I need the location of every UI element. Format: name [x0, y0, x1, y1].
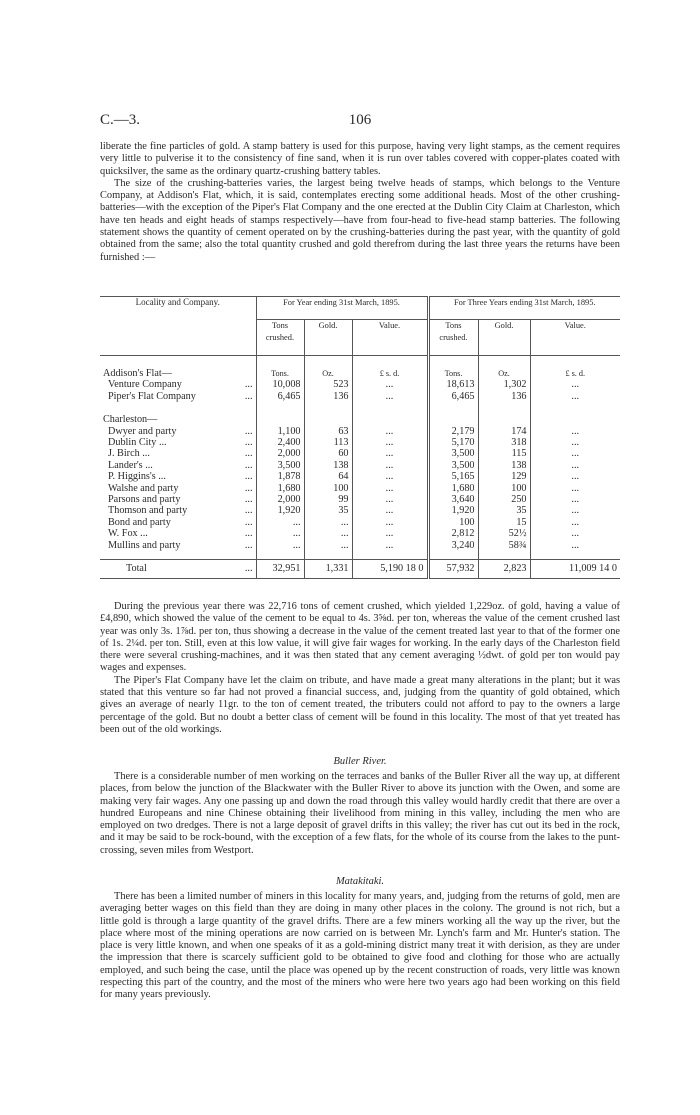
spacer-row — [100, 356, 620, 369]
gold-three: 15 — [478, 517, 530, 528]
page-header — [100, 112, 620, 130]
leader-dots: ... — [244, 437, 253, 449]
value-year: ... — [352, 448, 428, 459]
matakitaki-text — [100, 891, 620, 1002]
value-year: ... — [352, 483, 428, 494]
gold-year: ... — [304, 528, 352, 539]
tons-year: 10,008 — [256, 379, 304, 390]
value-year: ... — [352, 505, 428, 516]
leader-dots: ... — [244, 482, 253, 494]
tons-year: 2,000 — [256, 448, 304, 459]
gold-three: 174 — [478, 426, 530, 437]
gold-header: Gold. — [304, 320, 352, 356]
value-three: ... — [530, 448, 620, 459]
tons-year: 6,465 — [256, 391, 304, 402]
company-name: P. Higgins's ... — [108, 471, 166, 483]
value-year: ... — [352, 528, 428, 539]
tons-year: 1,100 — [256, 426, 304, 437]
spacer-row — [100, 402, 620, 414]
tons-three: 2,812 — [428, 528, 478, 539]
leader-dots: ... — [244, 459, 253, 471]
tons-three: 3,500 — [428, 460, 478, 471]
company-name: Parsons and party — [108, 494, 181, 506]
gold-year: 60 — [304, 448, 352, 459]
value-three: ... — [530, 494, 620, 505]
gold-three: 136 — [478, 391, 530, 402]
company-name: J. Birch ... — [108, 448, 150, 460]
total-tons-year: 32,951 — [256, 560, 304, 579]
spacer-row — [100, 551, 620, 560]
table-row — [100, 483, 620, 494]
value-three: ... — [530, 379, 620, 390]
page-number: 106 — [348, 112, 372, 128]
unit-label: Tons. — [428, 368, 478, 379]
leader-dots: ... — [244, 528, 253, 540]
table-row — [100, 391, 620, 402]
table-group-header — [100, 297, 620, 320]
leader-dots: ... — [244, 505, 253, 517]
unit-label: £ s. d. — [352, 368, 428, 379]
gold-year: ... — [304, 540, 352, 551]
table-row — [100, 517, 620, 528]
gold-header: Gold. — [478, 320, 530, 356]
value-three: ... — [530, 540, 620, 551]
crushing-returns-table — [100, 296, 620, 579]
value-three: ... — [530, 528, 620, 539]
group-row — [100, 414, 620, 425]
total-value-three: 11,009 14 0 — [530, 560, 620, 579]
leader-dots: ... — [244, 390, 253, 402]
value-three: ... — [530, 471, 620, 482]
tons-three: 1,680 — [428, 483, 478, 494]
table-row — [100, 379, 620, 390]
company-name: Dwyer and party — [108, 425, 177, 437]
table-row — [100, 437, 620, 448]
paragraph: There has been a limited number of miners in this locality for many years, and, judging from the returns of gold, men are averaging better wages on this field than they are doing in many other places in the colony. The ground is not rich, but a little gold is through a large quantity of the gravel drifts. There are a few miners working all the way up the river, but the place where most of the mining operations are now carried on is between Mr. Lynch's farm and Mr. Hunter's station. The place is very little known, and when one speaks of it as a gold-mining district many treat it with derision, as they are under the impression that there is scarcely sufficient gold to be obtained to give food and clothing for those who are actually employed, and such being the case, until the place was opened up by the recent construction of roads, very little was known respecting this part of the country, and the most of the miners who were here two years ago had been working on this field for many years previously. — [100, 891, 620, 1001]
after-table-text — [100, 601, 620, 736]
tons-year: ... — [256, 540, 304, 551]
value-three: ... — [530, 517, 620, 528]
unit-label: Oz. — [478, 368, 530, 379]
table-row — [100, 471, 620, 482]
table-row — [100, 540, 620, 551]
leader-dots: ... — [244, 379, 253, 391]
gold-three: 138 — [478, 460, 530, 471]
leader-dots: ... — [244, 425, 253, 437]
tons-three: 3,500 — [428, 448, 478, 459]
company-name: Lander's ... — [108, 459, 153, 471]
value-three: ... — [530, 505, 620, 516]
paragraph: The Piper's Flat Company have let the claim on tribute, and have made a great many alterations in the plant; but it was stated that this venture so far had not proved a financial success, and, judging from the quantity of gold obtained, which gives an average of nearly 11gr. to the ton of cement treated, the tributers could not afford to pay to the owners a large percentage of the gold. But no doubt a better class of cement will be found in this locality. The most of that yet treated has been out of the old workings. — [100, 674, 620, 735]
gold-three: 1,302 — [478, 379, 530, 390]
unit-label: Tons. — [256, 368, 304, 379]
paragraph: The size of the crushing-batteries varies, the largest being twelve heads of stamps, which belongs to the Venture Company, at Addison's Flat, which, it is said, contemplates erecting some additional heads. Most of the other crushing-batteries—with the exception of the Piper's Flat Company and the one erected at the Dublin City Claim at Charleston, which have ten heads and eight heads of stamps respectively—have from four-head to five-head stamp batteries. The following statement shows the quantity of cement operated on by the crushing-batteries during the past year, with the quantity of gold obtained from the same; also the total quantity crushed and gold therefrom during the last three years the returns have been furnished :— — [100, 177, 620, 263]
section-heading-matakitaki: Matakitaki. — [335, 876, 385, 887]
gold-year: 138 — [304, 460, 352, 471]
value-year: ... — [352, 426, 428, 437]
tons-three: 18,613 — [428, 379, 478, 390]
company-name: Venture Company — [108, 379, 182, 391]
gold-year: 64 — [304, 471, 352, 482]
value-year: ... — [352, 517, 428, 528]
company-name: Mullins and party — [108, 539, 181, 551]
table-row — [100, 426, 620, 437]
leader-dots: ... — [244, 539, 253, 551]
total-tons-three: 57,932 — [428, 560, 478, 579]
unit-label: Oz. — [304, 368, 352, 379]
tons-year: ... — [256, 517, 304, 528]
tons-three: 100 — [428, 517, 478, 528]
value-three: ... — [530, 483, 620, 494]
company-name: Thomson and party — [108, 505, 188, 517]
company-name: Bond and party — [108, 516, 171, 528]
table-row — [100, 448, 620, 459]
group-label: Charleston— — [103, 414, 158, 426]
value-three: ... — [530, 437, 620, 448]
value-header: Value. — [530, 320, 620, 356]
leader-dots: ... — [244, 448, 253, 460]
gold-three: 52½ — [478, 528, 530, 539]
unit-label: £ s. d. — [530, 368, 620, 379]
tons-three: 5,165 — [428, 471, 478, 482]
group-label: Addison's Flat— — [103, 368, 172, 379]
tons-year: ... — [256, 528, 304, 539]
buller-text — [100, 771, 620, 857]
report-code: C.—3. — [100, 112, 141, 128]
value-year: ... — [352, 471, 428, 482]
tons-three: 3,240 — [428, 540, 478, 551]
tons-three: 6,465 — [428, 391, 478, 402]
company-name: W. Fox ... — [108, 528, 148, 540]
tons-year: 2,000 — [256, 494, 304, 505]
company-name: Walshe and party — [108, 482, 179, 494]
gold-year: 35 — [304, 505, 352, 516]
company-name: Dublin City ... — [108, 437, 167, 449]
table-row — [100, 505, 620, 516]
value-year: ... — [352, 391, 428, 402]
value-three: ... — [530, 426, 620, 437]
total-gold-year: 1,331 — [304, 560, 352, 579]
paragraph: There is a considerable number of men working on the terraces and banks of the Buller River all the way up, at different places, from below the junction of the Blackwater with the Buller River to above its junction with the Owen, and some are making very fair wages. Any one passing up and down the road through this valley would hardly credit that there are over a hundred Europeans and nine Chinese obtaining their livelihood from mining in this valley, including the men who are employed on two dredges. There is not a large deposit of gravel drifts in this valley; the river has cut out its bed in the rock, and it may be said to be rock-bound, with the exception of a few flats, for the whole of its course from the lakes to the punt-crossing, seven miles from Westport. — [100, 771, 620, 856]
total-value-year: 5,190 18 0 — [352, 560, 428, 579]
three-years-group-header: For Three Years ending 31st March, 1895. — [428, 297, 620, 320]
gold-year: 100 — [304, 483, 352, 494]
tons-year: 3,500 — [256, 460, 304, 471]
tons-year: 2,400 — [256, 437, 304, 448]
gold-three: 115 — [478, 448, 530, 459]
group-row — [100, 368, 620, 379]
gold-year: 136 — [304, 391, 352, 402]
total-gold-three: 2,823 — [478, 560, 530, 579]
tons-three: 1,920 — [428, 505, 478, 516]
gold-three: 129 — [478, 471, 530, 482]
value-year: ... — [352, 437, 428, 448]
paragraph: During the previous year there was 22,716 tons of cement crushed, which yielded 1,229oz. of gold, having a value of £4,890, which showed the value of the cement to be equal to 4s. 3⅝d. per ton, whereas the value of the cement crushed last year was only 3s. 1⅞d. per ton, thus showing a decrease in the value of the cement treated last year to that of the former one of 1s. 2¼d. per ton. Still, even at this low value, it will give fair wages for working. In the early days of the Charleston field there were several crushing-machines, and it was then stated that any cement averaging ½dwt. of gold per ton would pay wages and expenses. — [100, 601, 620, 674]
locality-column-header: Locality and Company. — [135, 297, 220, 307]
leader-dots: ... — [244, 563, 253, 575]
value-header: Value. — [352, 320, 428, 356]
gold-three: 318 — [478, 437, 530, 448]
value-year: ... — [352, 460, 428, 471]
value-three: ... — [530, 391, 620, 402]
tons-header: Tons crushed. — [428, 320, 478, 356]
table-row — [100, 494, 620, 505]
tons-year: 1,680 — [256, 483, 304, 494]
paragraph: liberate the fine particles of gold. A stamp battery is used for this purpose, having very light stamps, as the cement requires very little to pulverise it to the consistency of fine sand, when it is run over tables covered with copper-plates coated with quicksilver, the same as the ordinary quartz-crushing battery tables. — [100, 141, 620, 177]
gold-year: 113 — [304, 437, 352, 448]
tons-three: 5,170 — [428, 437, 478, 448]
gold-year: 523 — [304, 379, 352, 390]
tons-year: 1,878 — [256, 471, 304, 482]
gold-year: 99 — [304, 494, 352, 505]
gold-three: 250 — [478, 494, 530, 505]
value-year: ... — [352, 379, 428, 390]
gold-three: 35 — [478, 505, 530, 516]
company-name: Piper's Flat Company — [108, 390, 196, 402]
gold-year: 63 — [304, 426, 352, 437]
tons-header: Tons crushed. — [256, 320, 304, 356]
total-label: Total — [126, 563, 147, 575]
gold-three: 58¾ — [478, 540, 530, 551]
value-year: ... — [352, 540, 428, 551]
gold-year: ... — [304, 517, 352, 528]
gold-three: 100 — [478, 483, 530, 494]
value-year: ... — [352, 494, 428, 505]
year-group-header: For Year ending 31st March, 1895. — [256, 297, 428, 320]
table-row — [100, 460, 620, 471]
section-heading-buller: Buller River. — [333, 756, 387, 767]
tons-three: 2,179 — [428, 426, 478, 437]
total-row — [100, 560, 620, 579]
leader-dots: ... — [244, 471, 253, 483]
table-row — [100, 528, 620, 539]
value-three: ... — [530, 460, 620, 471]
tons-three: 3,640 — [428, 494, 478, 505]
leader-dots: ... — [244, 516, 253, 528]
tons-year: 1,920 — [256, 505, 304, 516]
leader-dots: ... — [244, 494, 253, 506]
intro-text — [100, 141, 620, 264]
